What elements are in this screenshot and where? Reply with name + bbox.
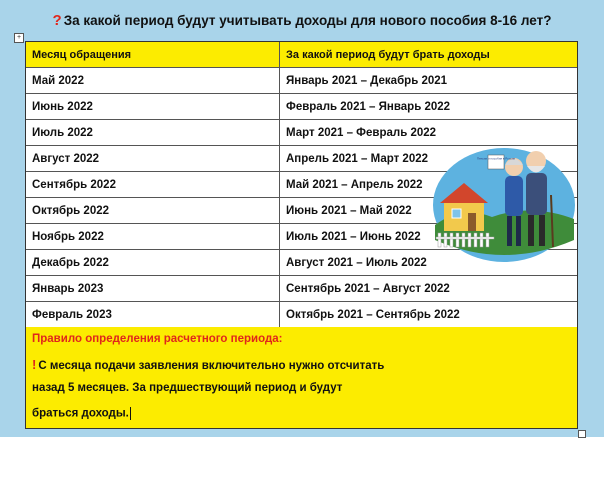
rule-line [32, 407, 131, 420]
title-text: За какой период будут учитывать доходы для нового пособия 8-16 лет? [63, 13, 552, 28]
sign-text: Пенсии и пособия в России [476, 156, 516, 161]
rule-box [26, 327, 577, 428]
row-period: Февраль 2021 – Январь 2022 [286, 100, 451, 113]
man-leg [539, 215, 545, 246]
woman-body [505, 176, 523, 216]
table-row [26, 302, 577, 328]
row-period: Март 2021 – Февраль 2022 [286, 126, 437, 139]
man-leg [528, 215, 534, 246]
question-mark-icon: ? [52, 12, 62, 29]
row-month: Ноябрь 2022 [26, 224, 280, 249]
woman-leg [507, 216, 512, 246]
header-month: Месяц обращения [26, 42, 280, 67]
row-month: Февраль 2023 [26, 302, 280, 327]
row-period: Сентябрь 2021 – Август 2022 [286, 282, 450, 295]
row-month: Июнь 2022 [26, 94, 280, 119]
table-header-row [26, 42, 577, 68]
table-row [26, 276, 577, 302]
row-month: Август 2022 [26, 146, 280, 171]
page-title [0, 12, 604, 29]
row-month: Июль 2022 [26, 120, 280, 145]
header-period: За какой период будут брать доходы [286, 48, 490, 61]
pensioners-illustration [432, 145, 577, 263]
row-period: Июнь 2021 – Май 2022 [286, 204, 412, 217]
row-period: Октябрь 2021 – Сентябрь 2022 [286, 308, 460, 321]
table-row [26, 120, 577, 146]
rule-line-text: С месяца подачи заявления включительно нужно отсчитать [38, 360, 385, 372]
row-period: Май 2021 – Апрель 2022 [286, 178, 423, 191]
row-month: Октябрь 2022 [26, 198, 280, 223]
house-window [452, 209, 461, 218]
row-month: Сентябрь 2022 [26, 172, 280, 197]
woman-leg [516, 216, 521, 246]
rule-heading: Правило определения расчетного периода: [32, 333, 283, 345]
table-row [26, 68, 577, 94]
rule-line-text: назад 5 месяцев. За предшествующий период и будут [32, 382, 343, 394]
row-month: Май 2022 [26, 68, 280, 93]
row-period: Июль 2021 – Июнь 2022 [286, 230, 421, 243]
row-month: Декабрь 2022 [26, 250, 280, 275]
rule-line [32, 382, 342, 394]
exclamation-icon: ! [32, 357, 37, 372]
rule-line [32, 357, 384, 372]
row-period: Август 2021 – Июль 2022 [286, 256, 427, 269]
row-period: Январь 2021 – Декабрь 2021 [286, 74, 448, 87]
table-resize-handle-icon[interactable] [578, 430, 586, 438]
house-wall [444, 203, 484, 231]
row-month: Январь 2023 [26, 276, 280, 301]
table-move-handle-icon[interactable]: + [14, 33, 24, 43]
house-door [468, 213, 476, 231]
table-row [26, 94, 577, 120]
rule-line-text: браться доходы. [32, 407, 129, 420]
row-period: Апрель 2021 – Март 2022 [286, 152, 429, 165]
man-body [526, 173, 547, 215]
text-cursor [130, 407, 131, 420]
